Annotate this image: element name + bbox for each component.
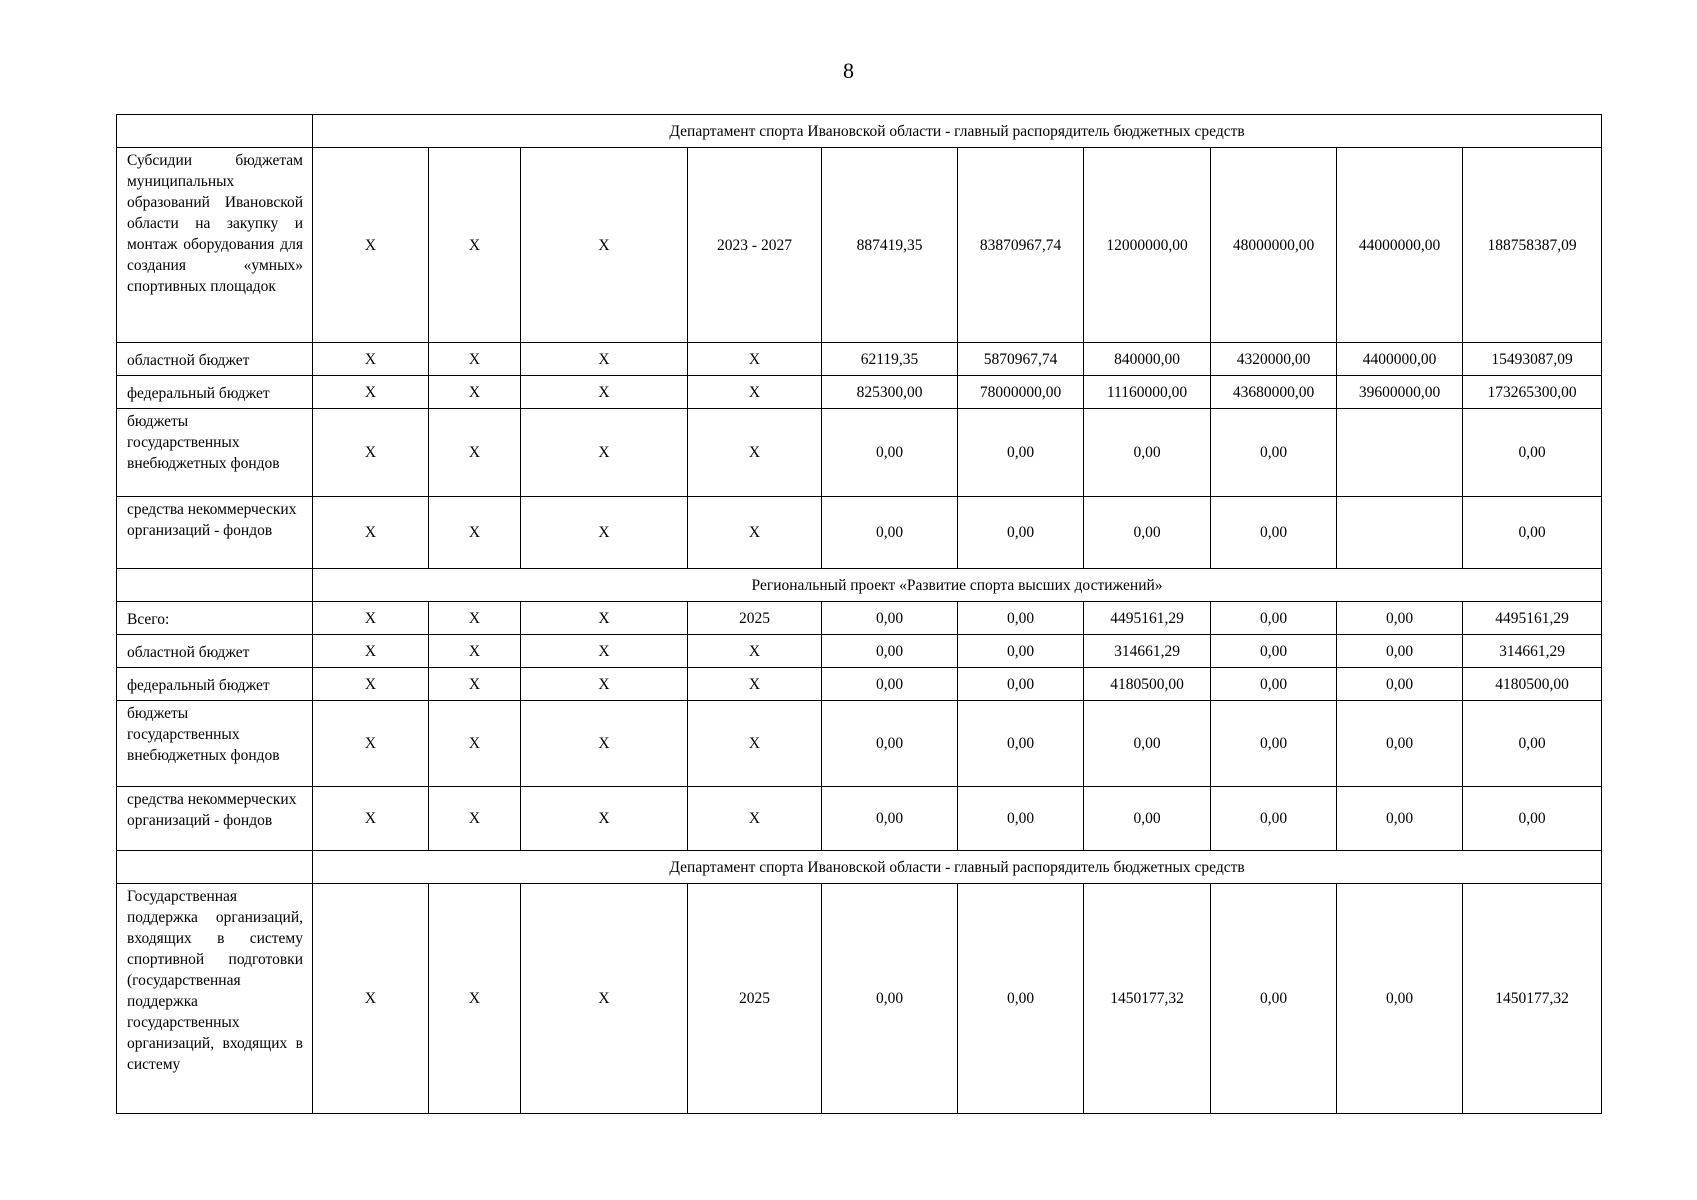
total-cell: 188758387,09 [1463, 148, 1602, 343]
value-cell: 0,00 [958, 884, 1084, 1114]
table-row [117, 376, 1602, 409]
section-title: Региональный проект «Развитие спорта высших достижений» [313, 569, 1602, 602]
row-label: средства некоммерческих организаций - фондов [117, 787, 313, 851]
section-row [117, 115, 1602, 148]
value-cell: 4400000,00 [1337, 343, 1463, 376]
empty-cell [117, 851, 313, 884]
value-cell: 62119,35 [822, 343, 958, 376]
value-cell: 0,00 [1337, 787, 1463, 851]
value-cell: 0,00 [958, 787, 1084, 851]
row-label: средства некоммерческих организаций - фондов [117, 497, 313, 569]
value-cell: 78000000,00 [958, 376, 1084, 409]
value-cell: 0,00 [1337, 701, 1463, 787]
x-cell: Х [521, 635, 688, 668]
row-label: областной бюджет [117, 635, 313, 668]
table-row [117, 602, 1602, 635]
period-cell: 2023 - 2027 [688, 148, 822, 343]
x-cell: Х [313, 668, 429, 701]
value-cell: 0,00 [1337, 602, 1463, 635]
value-cell: 11160000,00 [1084, 376, 1211, 409]
value-cell: 840000,00 [1084, 343, 1211, 376]
x-cell: Х [429, 787, 521, 851]
x-cell: Х [429, 148, 521, 343]
row-label: бюджеты государственных внебюджетных фондов [117, 409, 313, 497]
value-cell: 12000000,00 [1084, 148, 1211, 343]
value-cell: 0,00 [958, 668, 1084, 701]
value-cell: 0,00 [958, 497, 1084, 569]
row-label: федеральный бюджет [117, 668, 313, 701]
x-cell: Х [521, 701, 688, 787]
x-cell: Х [313, 497, 429, 569]
x-cell: Х [313, 409, 429, 497]
total-cell: 0,00 [1463, 497, 1602, 569]
value-cell: 5870967,74 [958, 343, 1084, 376]
value-cell: 0,00 [958, 701, 1084, 787]
x-cell: Х [429, 343, 521, 376]
value-cell: 48000000,00 [1211, 148, 1337, 343]
total-cell: 173265300,00 [1463, 376, 1602, 409]
value-cell [1337, 497, 1463, 569]
value-cell: 0,00 [1211, 884, 1337, 1114]
x-cell: Х [313, 701, 429, 787]
period-cell: Х [688, 497, 822, 569]
value-cell: 0,00 [1211, 701, 1337, 787]
value-cell: 0,00 [822, 635, 958, 668]
x-cell: Х [521, 148, 688, 343]
table-row [117, 148, 1602, 343]
value-cell: 4495161,29 [1084, 602, 1211, 635]
page-number: 8 [843, 58, 854, 83]
value-cell: 0,00 [822, 787, 958, 851]
budget-table [116, 114, 1602, 1114]
row-label: Государственная поддержка организаций, входящих в систему спортивной подготовки (государственная поддержка государственных организаций, входящих в систему [117, 884, 313, 1114]
x-cell: Х [429, 884, 521, 1114]
value-cell: 4320000,00 [1211, 343, 1337, 376]
row-label: федеральный бюджет [117, 376, 313, 409]
x-cell: Х [521, 602, 688, 635]
x-cell: Х [313, 787, 429, 851]
value-cell: 0,00 [1211, 409, 1337, 497]
value-cell [1337, 409, 1463, 497]
value-cell: 0,00 [1084, 497, 1211, 569]
x-cell: Х [313, 602, 429, 635]
row-label: областной бюджет [117, 343, 313, 376]
row-label: Субсидии бюджетам муниципальных образований Ивановской области на закупку и монтаж оборудования для создания «умных» спортивных площадок [117, 148, 313, 343]
value-cell: 1450177,32 [1084, 884, 1211, 1114]
value-cell: 39600000,00 [1337, 376, 1463, 409]
value-cell: 0,00 [1211, 497, 1337, 569]
empty-cell [117, 569, 313, 602]
x-cell: Х [521, 343, 688, 376]
x-cell: Х [521, 787, 688, 851]
section-title: Департамент спорта Ивановской области - главный распорядитель бюджетных средств [313, 115, 1602, 148]
x-cell: Х [521, 409, 688, 497]
x-cell: Х [521, 376, 688, 409]
table-row [117, 635, 1602, 668]
table-row [117, 497, 1602, 569]
value-cell: 4180500,00 [1084, 668, 1211, 701]
value-cell: 0,00 [822, 602, 958, 635]
period-cell: Х [688, 376, 822, 409]
value-cell: 0,00 [1337, 668, 1463, 701]
section-row [117, 851, 1602, 884]
x-cell: Х [313, 148, 429, 343]
x-cell: Х [313, 884, 429, 1114]
value-cell: 0,00 [1084, 701, 1211, 787]
period-cell: Х [688, 409, 822, 497]
value-cell: 0,00 [958, 409, 1084, 497]
value-cell: 44000000,00 [1337, 148, 1463, 343]
period-cell: Х [688, 668, 822, 701]
x-cell: Х [313, 343, 429, 376]
value-cell: 43680000,00 [1211, 376, 1337, 409]
value-cell: 0,00 [1084, 409, 1211, 497]
total-cell: 0,00 [1463, 701, 1602, 787]
x-cell: Х [429, 701, 521, 787]
table-row [117, 884, 1602, 1114]
value-cell: 0,00 [822, 884, 958, 1114]
value-cell: 314661,29 [1084, 635, 1211, 668]
value-cell: 83870967,74 [958, 148, 1084, 343]
value-cell: 0,00 [958, 602, 1084, 635]
total-cell: 4180500,00 [1463, 668, 1602, 701]
row-label: Всего: [117, 602, 313, 635]
value-cell: 0,00 [822, 497, 958, 569]
table-row [117, 787, 1602, 851]
period-cell: Х [688, 787, 822, 851]
value-cell: 825300,00 [822, 376, 958, 409]
value-cell: 0,00 [1337, 635, 1463, 668]
section-row [117, 569, 1602, 602]
total-cell: 314661,29 [1463, 635, 1602, 668]
section-title: Департамент спорта Ивановской области - главный распорядитель бюджетных средств [313, 851, 1602, 884]
table-row [117, 668, 1602, 701]
row-label: бюджеты государственных внебюджетных фондов [117, 701, 313, 787]
value-cell: 0,00 [1337, 884, 1463, 1114]
table-row [117, 343, 1602, 376]
x-cell: Х [521, 668, 688, 701]
value-cell: 0,00 [1211, 602, 1337, 635]
x-cell: Х [313, 376, 429, 409]
value-cell: 0,00 [1084, 787, 1211, 851]
total-cell: 0,00 [1463, 409, 1602, 497]
total-cell: 4495161,29 [1463, 602, 1602, 635]
x-cell: Х [429, 668, 521, 701]
empty-cell [117, 115, 313, 148]
total-cell: 0,00 [1463, 787, 1602, 851]
table-row [117, 701, 1602, 787]
period-cell: 2025 [688, 602, 822, 635]
total-cell: 1450177,32 [1463, 884, 1602, 1114]
value-cell: 887419,35 [822, 148, 958, 343]
total-cell: 15493087,09 [1463, 343, 1602, 376]
x-cell: Х [429, 497, 521, 569]
value-cell: 0,00 [1211, 668, 1337, 701]
x-cell: Х [521, 884, 688, 1114]
x-cell: Х [521, 497, 688, 569]
table-row [117, 409, 1602, 497]
x-cell: Х [429, 376, 521, 409]
period-cell: Х [688, 701, 822, 787]
period-cell: Х [688, 343, 822, 376]
value-cell: 0,00 [822, 701, 958, 787]
period-cell: Х [688, 635, 822, 668]
x-cell: Х [429, 409, 521, 497]
value-cell: 0,00 [822, 668, 958, 701]
x-cell: Х [429, 635, 521, 668]
value-cell: 0,00 [822, 409, 958, 497]
value-cell: 0,00 [958, 635, 1084, 668]
value-cell: 0,00 [1211, 635, 1337, 668]
x-cell: Х [313, 635, 429, 668]
x-cell: Х [429, 602, 521, 635]
value-cell: 0,00 [1211, 787, 1337, 851]
period-cell: 2025 [688, 884, 822, 1114]
